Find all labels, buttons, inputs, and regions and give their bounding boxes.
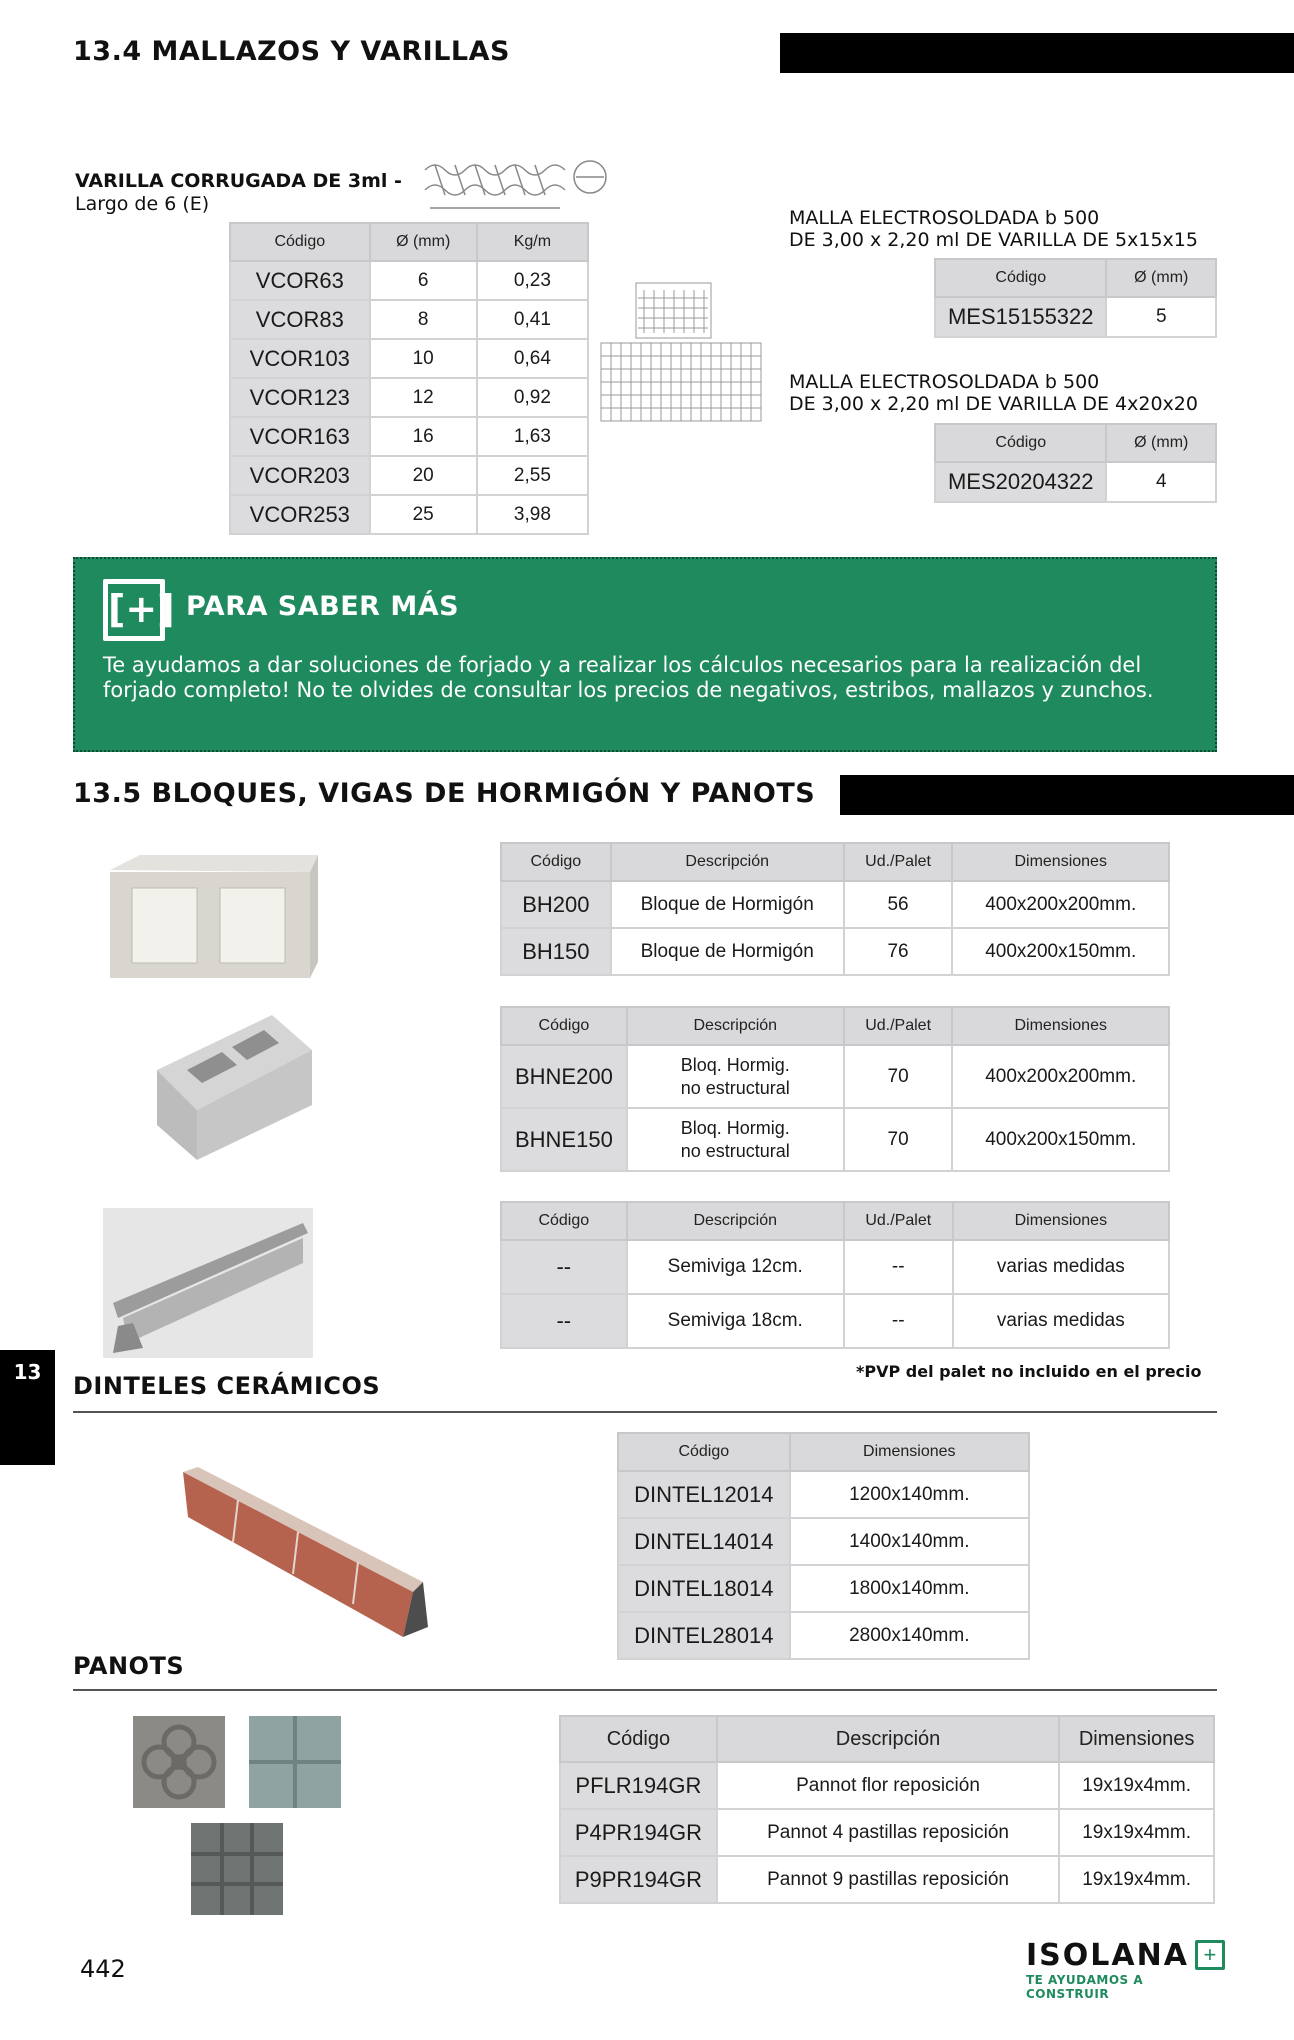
col-header-codigo: Código bbox=[501, 1202, 627, 1240]
cell-dimensiones: varias medidas bbox=[953, 1240, 1169, 1294]
cell-dimensiones: 2800x140mm. bbox=[790, 1612, 1029, 1659]
cell-descripcion: Semiviga 12cm. bbox=[627, 1240, 844, 1294]
varilla-subtitle: Largo de 6 (E) bbox=[75, 193, 210, 215]
bloques-table bbox=[500, 842, 1170, 976]
cell-codigo: VCOR163 bbox=[230, 417, 370, 456]
section-title-mallazos: 13.4 MALLAZOS Y VARILLAS bbox=[73, 36, 510, 67]
plus-bracket-icon: [+] bbox=[103, 579, 165, 641]
col-header-diametro: Ø (mm) bbox=[370, 223, 477, 261]
chapter-tab: 13 bbox=[0, 1350, 55, 1465]
cell-diametro: 25 bbox=[370, 495, 477, 534]
bloques-ne-table bbox=[500, 1006, 1170, 1172]
table-row bbox=[230, 300, 588, 339]
table-row bbox=[560, 1762, 1214, 1809]
cell-descripcion: Pannot 9 pastillas reposición bbox=[717, 1856, 1059, 1903]
table-row bbox=[501, 1240, 1169, 1294]
col-header-udpalet: Ud./Palet bbox=[844, 1007, 953, 1045]
malla2-line2: DE 3,00 x 2,20 ml DE VARILLA DE 4x20x20 bbox=[789, 393, 1198, 415]
cell-codigo: VCOR123 bbox=[230, 378, 370, 417]
cell-descripcion: Pannot flor reposición bbox=[717, 1762, 1059, 1809]
header-black-bar bbox=[840, 775, 1294, 815]
page-number: 442 bbox=[80, 1955, 126, 1983]
desc-line2: no estructural bbox=[680, 1140, 790, 1161]
table-row bbox=[230, 456, 588, 495]
col-header-codigo: Código bbox=[618, 1433, 790, 1471]
cell-codigo: VCOR63 bbox=[230, 261, 370, 300]
concrete-block-image bbox=[100, 850, 320, 990]
cell-dimensiones: 19x19x4mm. bbox=[1059, 1856, 1214, 1903]
rebar-illustration bbox=[420, 150, 612, 214]
varilla-table bbox=[229, 222, 589, 535]
panots-title: PANOTS bbox=[73, 1652, 185, 1680]
cell-udpalet: 56 bbox=[844, 881, 953, 928]
table-row bbox=[560, 1809, 1214, 1856]
divider bbox=[73, 1411, 1217, 1413]
cell-diametro: 16 bbox=[370, 417, 477, 456]
cell-descripcion bbox=[627, 1108, 844, 1171]
desc-line1: Bloq. Hormig. bbox=[680, 1055, 790, 1075]
malla1-line1: MALLA ELECTROSOLDADA b 500 bbox=[789, 207, 1100, 229]
cell-udpalet: -- bbox=[844, 1240, 953, 1294]
panots-table bbox=[559, 1715, 1215, 1904]
cell-kgm: 3,98 bbox=[477, 495, 588, 534]
cell-udpalet: 70 bbox=[844, 1108, 953, 1171]
cell-dimensiones: 19x19x4mm. bbox=[1059, 1809, 1214, 1856]
cell-kgm: 0,92 bbox=[477, 378, 588, 417]
table-row bbox=[618, 1612, 1029, 1659]
cell-codigo: P9PR194GR bbox=[560, 1856, 717, 1903]
cell-codigo: VCOR103 bbox=[230, 339, 370, 378]
cell-descripcion bbox=[627, 1045, 844, 1108]
col-header-descripcion: Descripción bbox=[627, 1202, 844, 1240]
dintel-image bbox=[178, 1462, 428, 1642]
table-row bbox=[230, 417, 588, 456]
cell-codigo: BHNE150 bbox=[501, 1108, 627, 1171]
col-header-codigo: Código bbox=[501, 1007, 627, 1045]
panot-4-pastillas-tile-image bbox=[249, 1716, 341, 1808]
col-header-codigo: Código bbox=[501, 843, 611, 881]
cell-codigo: VCOR83 bbox=[230, 300, 370, 339]
table-row bbox=[230, 378, 588, 417]
plus-icon: + bbox=[1195, 1940, 1225, 1970]
header-black-bar bbox=[780, 33, 1294, 73]
col-header-diametro: Ø (mm) bbox=[1106, 424, 1216, 462]
cell-dimensiones: 19x19x4mm. bbox=[1059, 1762, 1214, 1809]
table-row bbox=[618, 1518, 1029, 1565]
cell-codigo: BHNE200 bbox=[501, 1045, 627, 1108]
cell-diametro: 12 bbox=[370, 378, 477, 417]
malla2-line1: MALLA ELECTROSOLDADA b 500 bbox=[789, 371, 1100, 393]
col-header-udpalet: Ud./Palet bbox=[844, 1202, 953, 1240]
semiviga-image bbox=[103, 1208, 313, 1358]
divider bbox=[73, 1689, 1217, 1691]
cell-diametro: 4 bbox=[1106, 462, 1216, 502]
col-header-udpalet: Ud./Palet bbox=[844, 843, 953, 881]
cell-codigo: PFLR194GR bbox=[560, 1762, 717, 1809]
col-header-descripcion: Descripción bbox=[611, 843, 844, 881]
cell-descripcion: Bloque de Hormigón bbox=[611, 881, 844, 928]
cell-descripcion: Semiviga 18cm. bbox=[627, 1294, 844, 1348]
cell-codigo: BH150 bbox=[501, 928, 611, 975]
cell-codigo: DINTEL18014 bbox=[618, 1565, 790, 1612]
cell-codigo: DINTEL14014 bbox=[618, 1518, 790, 1565]
logo-tagline: TE AYUDAMOS A CONSTRUIR bbox=[1026, 1973, 1144, 2001]
cell-descripcion: Bloque de Hormigón bbox=[611, 928, 844, 975]
cell-diametro: 5 bbox=[1106, 297, 1216, 337]
col-header-descripcion: Descripción bbox=[627, 1007, 844, 1045]
non-structural-block-image bbox=[152, 1010, 314, 1165]
col-header-dimensiones: Dimensiones bbox=[953, 1202, 1169, 1240]
info-box bbox=[73, 557, 1217, 752]
col-header-dimensiones: Dimensiones bbox=[952, 1007, 1169, 1045]
table-row bbox=[230, 495, 588, 534]
col-header-diametro: Ø (mm) bbox=[1106, 259, 1216, 297]
cell-kgm: 0,41 bbox=[477, 300, 588, 339]
cell-diametro: 20 bbox=[370, 456, 477, 495]
cell-codigo: MES15155322 bbox=[935, 297, 1106, 337]
malla1-table bbox=[934, 258, 1217, 338]
cell-diametro: 6 bbox=[370, 261, 477, 300]
table-row bbox=[935, 462, 1216, 502]
cell-codigo: VCOR203 bbox=[230, 456, 370, 495]
panot-9-pastillas-tile-image bbox=[191, 1823, 283, 1915]
dinteles-title: DINTELES CERÁMICOS bbox=[73, 1372, 381, 1400]
cell-dimensiones: 400x200x200mm. bbox=[952, 881, 1169, 928]
malla2-table bbox=[934, 423, 1217, 503]
cell-codigo: -- bbox=[501, 1294, 627, 1348]
table-row bbox=[618, 1471, 1029, 1518]
cell-dimensiones: varias medidas bbox=[953, 1294, 1169, 1348]
cell-udpalet: 76 bbox=[844, 928, 953, 975]
col-header-dimensiones: Dimensiones bbox=[952, 843, 1169, 881]
cell-kgm: 0,64 bbox=[477, 339, 588, 378]
cell-udpalet: -- bbox=[844, 1294, 953, 1348]
dinteles-table bbox=[617, 1432, 1030, 1660]
col-header-dimensiones: Dimensiones bbox=[790, 1433, 1029, 1471]
table-row bbox=[501, 928, 1169, 975]
col-header-codigo: Código bbox=[935, 424, 1106, 462]
cell-codigo: BH200 bbox=[501, 881, 611, 928]
cell-diametro: 8 bbox=[370, 300, 477, 339]
col-header-descripcion: Descripción bbox=[717, 1716, 1059, 1762]
cell-codigo: -- bbox=[501, 1240, 627, 1294]
semivigas-table bbox=[500, 1201, 1170, 1349]
cell-descripcion: Pannot 4 pastillas reposición bbox=[717, 1809, 1059, 1856]
cell-dimensiones: 400x200x150mm. bbox=[952, 928, 1169, 975]
table-row bbox=[501, 1108, 1169, 1171]
cell-kgm: 1,63 bbox=[477, 417, 588, 456]
cell-codigo: MES20204322 bbox=[935, 462, 1106, 502]
info-box-title: PARA SABER MÁS bbox=[186, 591, 460, 622]
malla1-line2: DE 3,00 x 2,20 ml DE VARILLA DE 5x15x15 bbox=[789, 229, 1198, 251]
panot-flor-tile-image bbox=[133, 1716, 225, 1808]
cell-codigo: P4PR194GR bbox=[560, 1809, 717, 1856]
table-row bbox=[560, 1856, 1214, 1903]
col-header-dimensiones: Dimensiones bbox=[1059, 1716, 1214, 1762]
table-row bbox=[501, 1045, 1169, 1108]
cell-codigo: DINTEL12014 bbox=[618, 1471, 790, 1518]
table-row bbox=[501, 1294, 1169, 1348]
cell-dimensiones: 1800x140mm. bbox=[790, 1565, 1029, 1612]
info-box-text: Te ayudamos a dar soluciones de forjado y a realizar los cálculos necesarios para la realización del forjado completo! No te olvides de consultar los precios de negativos, estribos, mallazos y zunchos. bbox=[103, 653, 1154, 702]
col-header-codigo: Código bbox=[560, 1716, 717, 1762]
col-header-kgm: Kg/m bbox=[477, 223, 588, 261]
desc-line1: Bloq. Hormig. bbox=[680, 1118, 790, 1138]
cell-udpalet: 70 bbox=[844, 1045, 953, 1108]
cell-kgm: 0,23 bbox=[477, 261, 588, 300]
table-row bbox=[230, 261, 588, 300]
desc-line2: no estructural bbox=[680, 1077, 790, 1098]
cell-kgm: 2,55 bbox=[477, 456, 588, 495]
table-row bbox=[230, 339, 588, 378]
brand-logo bbox=[1026, 1938, 1226, 2001]
table-row bbox=[501, 881, 1169, 928]
logo-text: ISOLANA bbox=[1026, 1938, 1189, 1973]
varilla-title: VARILLA CORRUGADA DE 3ml - bbox=[75, 170, 402, 192]
col-header-codigo: Código bbox=[935, 259, 1106, 297]
cell-dimensiones: 1400x140mm. bbox=[790, 1518, 1029, 1565]
table-row bbox=[618, 1565, 1029, 1612]
section-title-bloques: 13.5 BLOQUES, VIGAS DE HORMIGÓN Y PANOTS bbox=[73, 778, 816, 809]
mesh-illustration bbox=[596, 278, 766, 426]
pvp-note: *PVP del palet no incluido en el precio bbox=[856, 1362, 1202, 1381]
col-header-codigo: Código bbox=[230, 223, 370, 261]
cell-dimensiones: 1200x140mm. bbox=[790, 1471, 1029, 1518]
cell-codigo: VCOR253 bbox=[230, 495, 370, 534]
cell-diametro: 10 bbox=[370, 339, 477, 378]
cell-dimensiones: 400x200x200mm. bbox=[952, 1045, 1169, 1108]
table-row bbox=[935, 297, 1216, 337]
cell-codigo: DINTEL28014 bbox=[618, 1612, 790, 1659]
cell-dimensiones: 400x200x150mm. bbox=[952, 1108, 1169, 1171]
